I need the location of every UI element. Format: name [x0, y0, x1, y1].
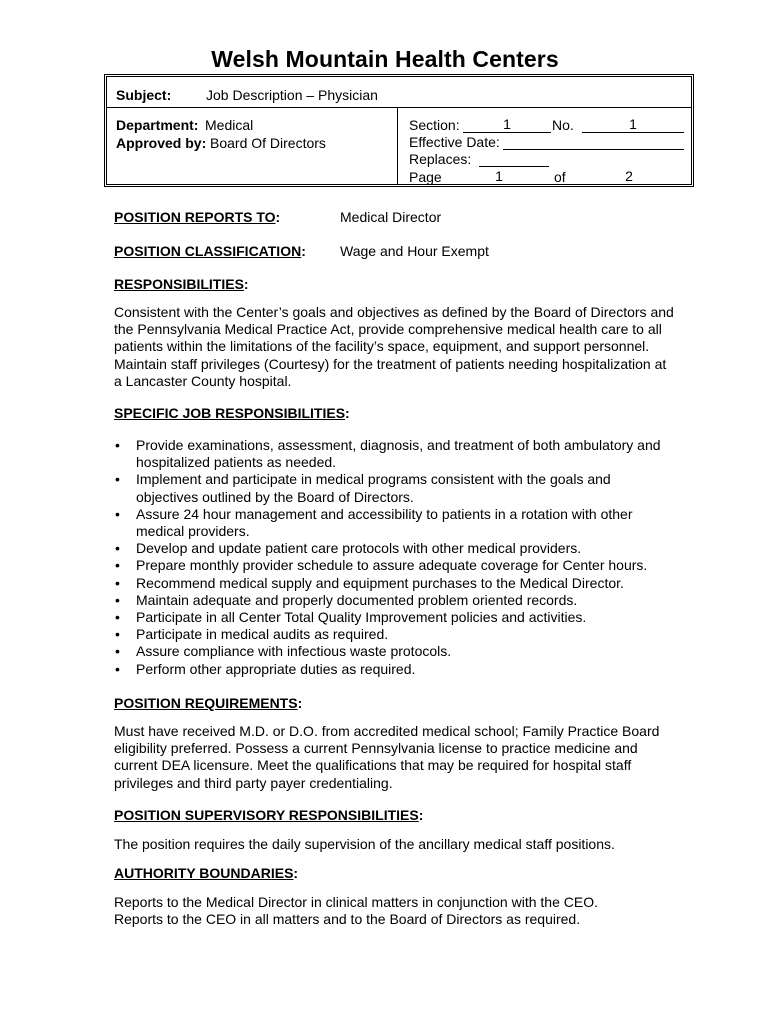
department-value: Medical	[205, 117, 254, 133]
list-item: • Assure 24 hour management and accessibility to patients in a rotation with other medical providers.	[114, 506, 674, 540]
effective-date-value	[503, 134, 684, 150]
of-label: of	[554, 169, 566, 185]
requirements-text: Must have received M.D. or D.O. from accredited medical school; Family Practice Board eligibility preferred. Possess a current Pennsylvania license to practice medicine and current DEA licensure. Meet the qualifications that may be required for hospital staff privileges and third party payer credentialing.	[114, 723, 660, 791]
list-item: • Assure compliance with infectious waste protocols.	[114, 643, 674, 660]
classification-value: Wage and Hour Exempt	[340, 243, 489, 259]
section-value: 1	[463, 117, 551, 133]
specific-heading: SPECIFIC JOB RESPONSIBILITIES:	[114, 405, 350, 421]
reports-to-heading: POSITION REPORTS TO:	[114, 209, 281, 225]
classification-heading: POSITION CLASSIFICATION:	[114, 243, 306, 259]
approved-by-value: Board Of Directors	[210, 135, 326, 151]
list-item: • Prepare monthly provider schedule to assure adequate coverage for Center hours.	[114, 557, 674, 574]
list-item: • Participate in medical audits as required.	[114, 626, 674, 643]
authority-heading: AUTHORITY BOUNDARIES:	[114, 865, 299, 881]
replaces-label: Replaces:	[409, 151, 472, 167]
supervisory-text: The position requires the daily supervision of the ancillary medical staff positions.	[114, 836, 615, 852]
no-value: 1	[582, 117, 684, 133]
effective-date-label: Effective Date:	[409, 134, 500, 150]
reports-to-value: Medical Director	[340, 209, 442, 225]
replaces-value	[479, 151, 549, 167]
header-column-divider	[397, 107, 398, 184]
list-item: • Develop and update patient care protocols with other medical providers.	[114, 540, 674, 557]
page-label: Page	[409, 169, 442, 185]
header-box	[104, 74, 694, 187]
page-value: 1	[445, 169, 553, 185]
of-value: 2	[574, 169, 684, 185]
section-label: Section:	[409, 117, 460, 133]
list-item: • Participate in all Center Total Quality Improvement policies and activities.	[114, 609, 674, 626]
authority-line-2: Reports to the CEO in all matters and to the Board of Directors as required.	[114, 911, 581, 928]
authority-text	[114, 894, 674, 928]
supervisory-heading: POSITION SUPERVISORY RESPONSIBILITIES:	[114, 807, 424, 823]
no-label: No.	[552, 117, 574, 133]
list-item: • Implement and participate in medical programs consistent with the goals and objectives outlined by the Board of Directors.	[114, 471, 674, 505]
list-item: • Recommend medical supply and equipment purchases to the Medical Director.	[114, 575, 674, 592]
specific-list	[114, 437, 674, 678]
document-title: Welsh Mountain Health Centers	[211, 46, 559, 72]
requirements-heading: POSITION REQUIREMENTS:	[114, 695, 303, 711]
responsibilities-text: Consistent with the Center’s goals and objectives as defined by the Board of Directors and the Pennsylvania Medical Practice Act, provide comprehensive medical health care to all patients within the limitations of the facility’s space, equipment, and support personnel. Maintain staff privileges (Courtesy) for the treatment of patients needing hospitalization at a Lancaster County hospital.	[114, 304, 674, 389]
responsibilities-heading: RESPONSIBILITIES:	[114, 276, 249, 292]
list-item: • Maintain adequate and properly documented problem oriented records.	[114, 592, 674, 609]
subject-label: Subject:	[116, 87, 172, 103]
list-item: • Perform other appropriate duties as required.	[114, 661, 674, 678]
authority-line-1: Reports to the Medical Director in clinical matters in conjunction with the CEO.	[114, 894, 598, 910]
list-item: • Provide examinations, assessment, diagnosis, and treatment of both ambulatory and hospitalized patients as needed.	[114, 437, 674, 471]
header-divider	[107, 107, 691, 108]
approved-by-label: Approved by:	[116, 135, 207, 151]
department-label: Department:	[116, 117, 199, 133]
subject-value: Job Description – Physician	[206, 87, 378, 103]
